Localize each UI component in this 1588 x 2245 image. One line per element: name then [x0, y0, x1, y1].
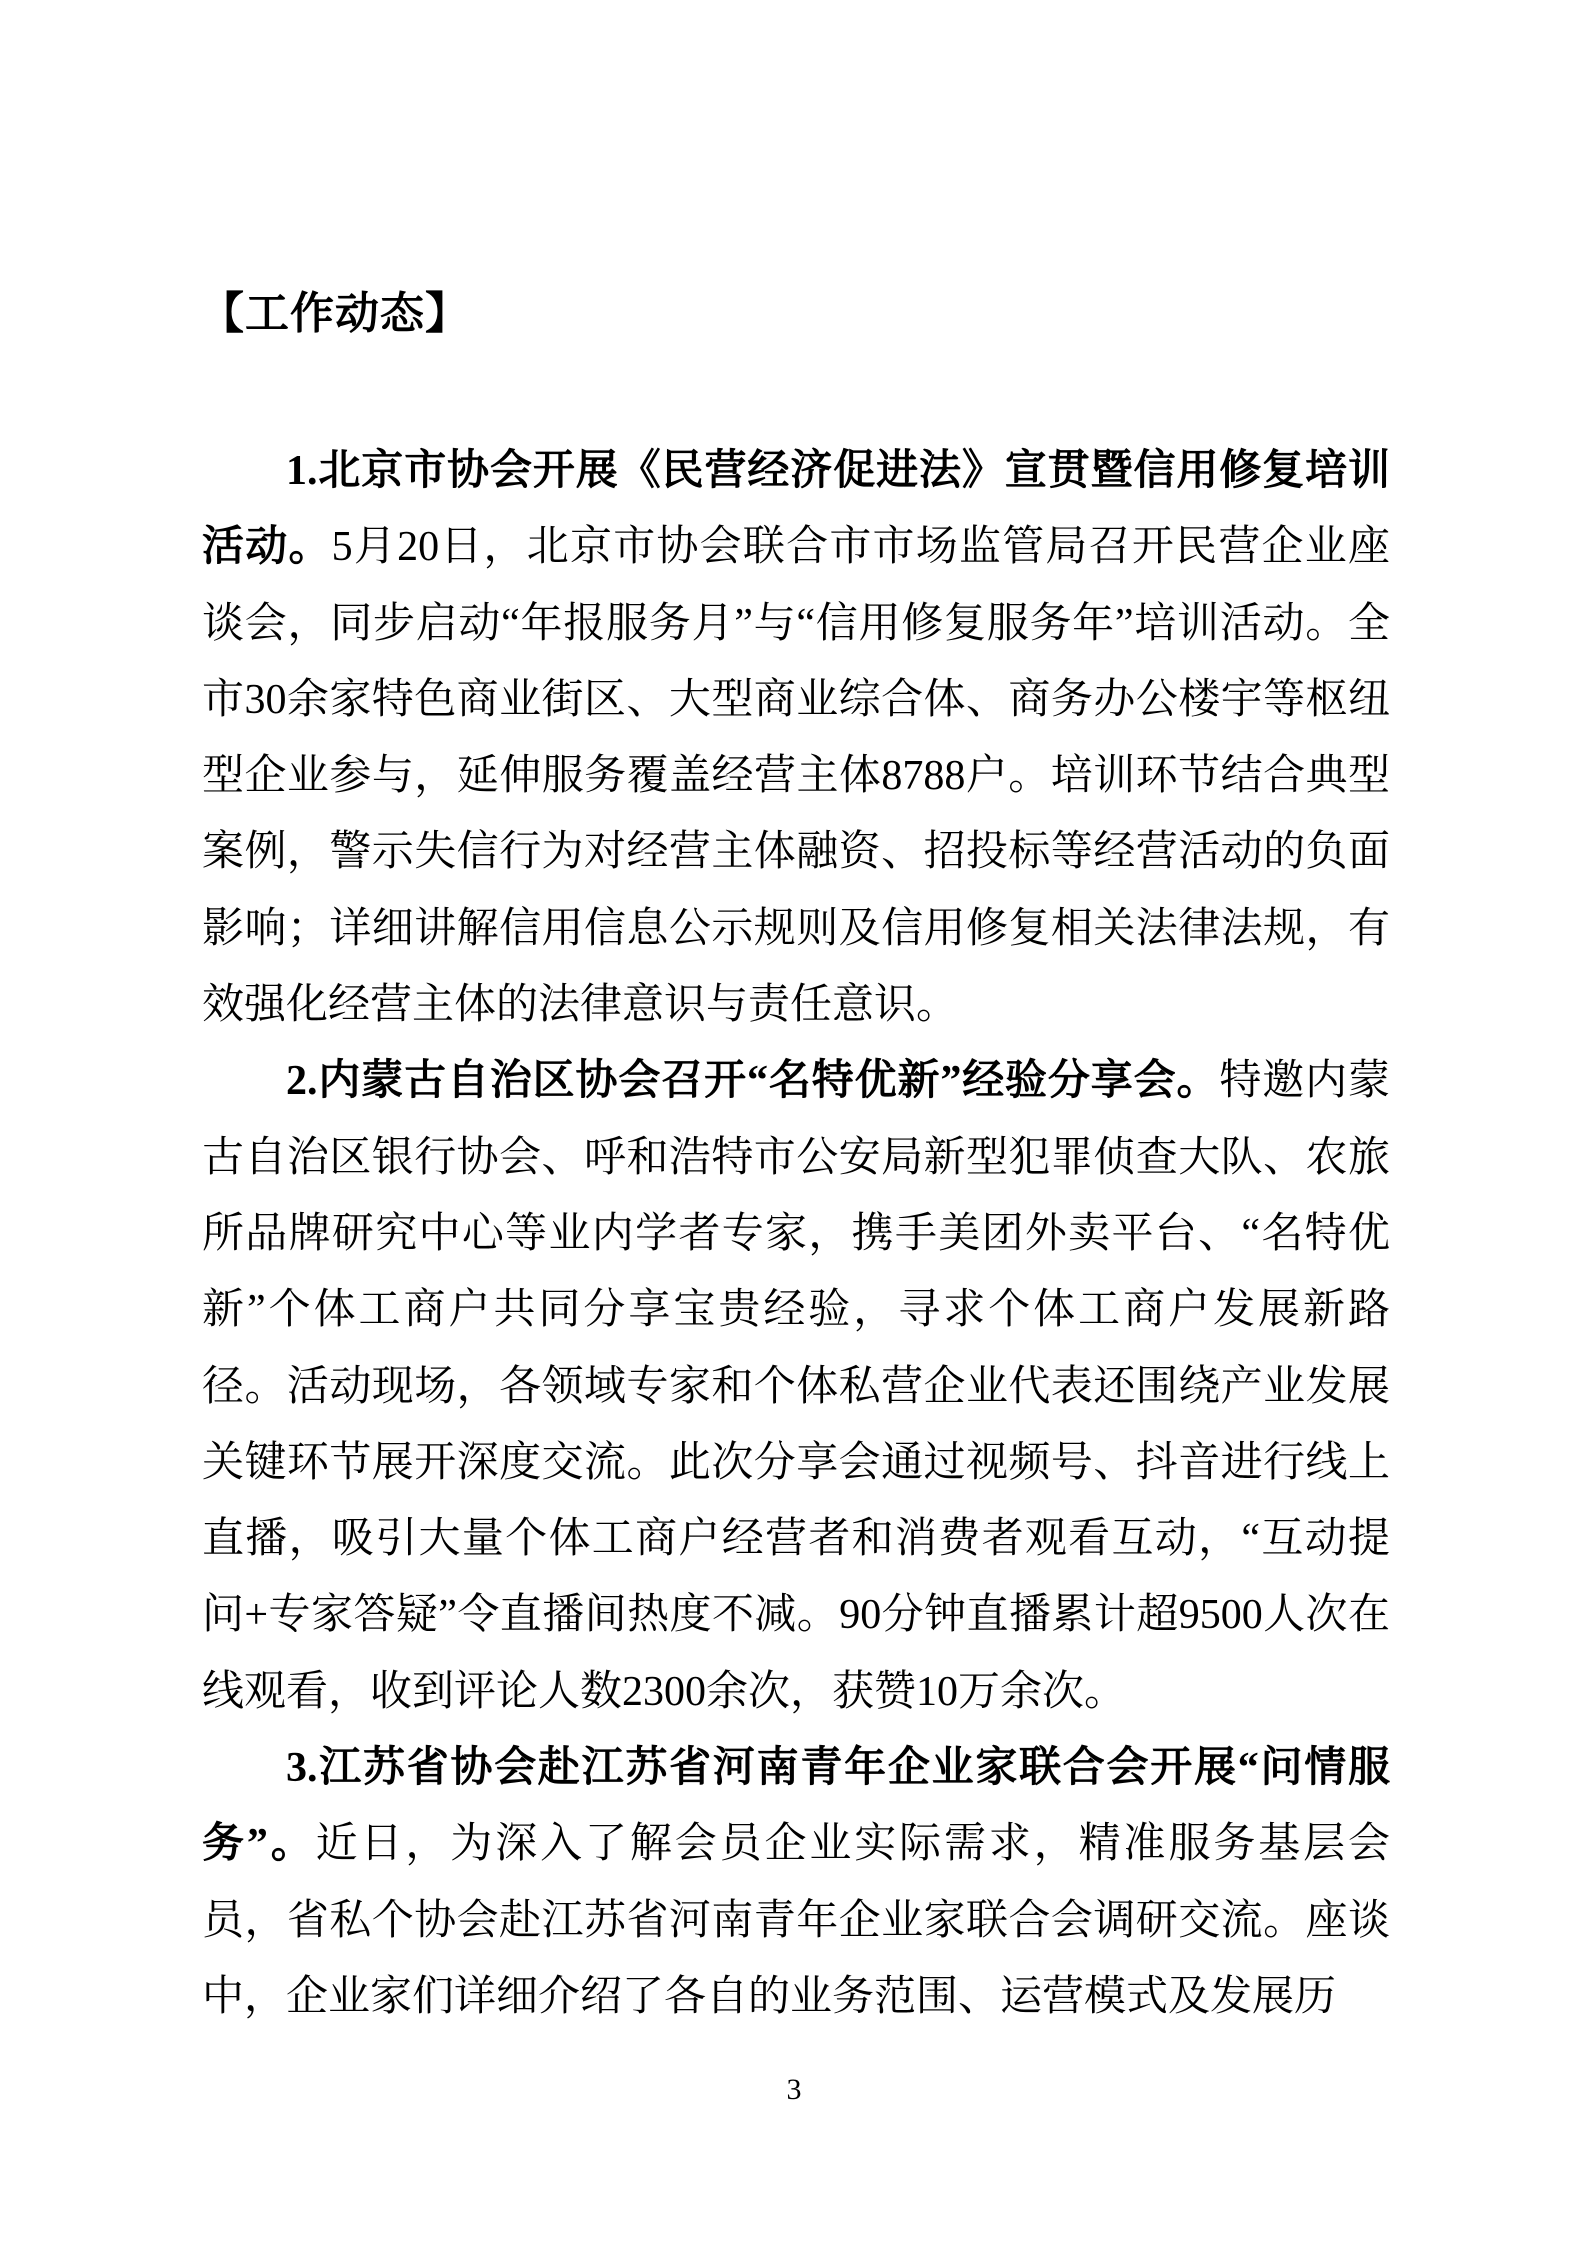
page-number: 3	[786, 2073, 802, 2106]
paragraph	[202, 433, 1390, 1043]
document-body	[202, 433, 1390, 2035]
paragraph-body: 特邀内蒙古自治区银行协会、呼和浩特市公安局新型犯罪侦查大队、农旅所品牌研究中心等业内学者专家，携手美团外卖平台、“名特优新”个体工商户共同分享宝贵经验，寻求个体工商户发展新路径。活动现场，各领域专家和个体私营企业代表还围绕产业发展关键环节展开深度交流。此次分享会通过视频号、抖音进行线上直播，吸引大量个体工商户经营者和消费者观看互动，“互动提问+专家答疑”令直播间热度不减。90分钟直播累计超9500人次在线观看，收到评论人数2300余次，获赞10万余次。	[202, 1058, 1390, 1715]
paragraph-lead: 3.江苏省协会赴江苏省河南青年企业家联合会开展“问情服务”。	[202, 1745, 1390, 1868]
paragraph-lead: 1.北京市协会开展《民营经济促进法》宣贯暨信用修复培训活动。	[202, 448, 1390, 571]
paragraph	[202, 1043, 1390, 1730]
paragraph-body: 5月20日，北京市协会联合市市场监管局召开民营企业座谈会，同步启动“年报服务月”与“信用修复服务年”培训活动。全市30余家特色商业街区、大型商业综合体、商务办公楼宇等枢纽型企业参与，延伸服务覆盖经营主体8788户。培训环节结合典型案例，警示失信行为对经营主体融资、招投标等经营活动的负面影响；详细讲解信用信息公示规则及信用修复相关法律法规，有效强化经营主体的法律意识与责任意识。	[202, 524, 1390, 1029]
section-heading: 【工作动态】	[200, 289, 470, 338]
paragraph-lead: 2.内蒙古自治区协会召开“名特优新”经验分享会。	[286, 1058, 1220, 1105]
paragraph	[202, 1730, 1390, 2035]
paragraph-body: 近日，为深入了解会员企业实际需求，精准服务基层会员，省私个协会赴江苏省河南青年企业家联合会调研交流。座谈中，企业家们详细介绍了各自的业务范围、运营模式及发展历	[202, 1821, 1390, 2020]
